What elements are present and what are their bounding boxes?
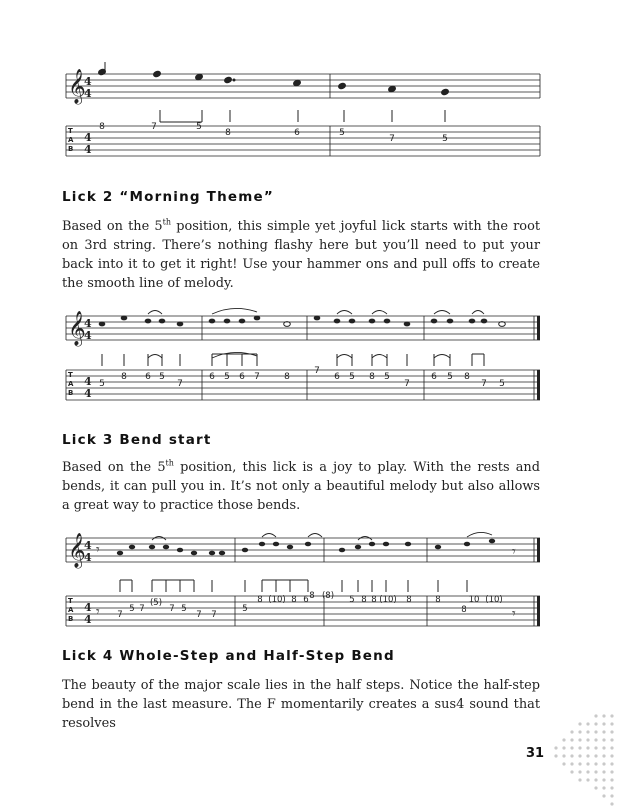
svg-text:𝄾: 𝄾 xyxy=(96,604,100,620)
tab-number: 8 xyxy=(291,595,297,605)
svg-text:A: A xyxy=(68,606,74,614)
tab-number: 8 xyxy=(435,595,441,605)
svg-text:4: 4 xyxy=(84,317,92,330)
tab-number: 8 xyxy=(225,128,231,138)
lick4-paragraph: The beauty of the major scale lies in the half steps. Notice the half-step bend in the last measure. The F momentarily creates a sus4 sound that resolves xyxy=(62,678,540,731)
tab-number: 7 xyxy=(389,134,395,144)
tab-number: 8 xyxy=(284,372,290,382)
svg-text:T: T xyxy=(68,127,73,135)
tab-number: 10 xyxy=(468,595,480,605)
tab-number: 7 xyxy=(139,604,145,614)
lick3-heading: Lick 3 Bend start xyxy=(62,432,212,448)
tab-number: 5 xyxy=(447,372,453,382)
tab-number: 5 xyxy=(499,379,505,389)
tab-number: 5 xyxy=(384,372,390,382)
lick2-heading: Lick 2 “Morning Theme” xyxy=(62,189,274,205)
decorative-dot-pattern xyxy=(546,712,621,810)
tab-number: 8 xyxy=(309,591,315,601)
svg-text:B: B xyxy=(68,145,74,153)
lick3-score-svg xyxy=(62,520,544,632)
tab-number: (10) xyxy=(379,595,397,605)
tab-number: (5) xyxy=(149,598,163,608)
tab-number: 5 xyxy=(349,372,355,382)
svg-text:4: 4 xyxy=(84,601,92,614)
tab-number: 5 xyxy=(99,379,105,389)
svg-text:4: 4 xyxy=(84,613,92,626)
svg-text:4: 4 xyxy=(84,375,92,388)
tab-number: 6 xyxy=(334,372,340,382)
svg-text:𝄞: 𝄞 xyxy=(68,311,86,346)
lick3-paragraph-part: Based on the 5 xyxy=(62,460,166,475)
tab-number: 7 xyxy=(177,379,183,389)
svg-text:4: 4 xyxy=(84,539,92,552)
tab-number: 8 xyxy=(406,595,412,605)
svg-text:T: T xyxy=(68,371,73,379)
svg-text:𝄾: 𝄾 xyxy=(512,606,516,622)
tab-number: 8 xyxy=(369,372,375,382)
tab-number: 8 xyxy=(361,595,367,605)
svg-text:B: B xyxy=(68,615,74,623)
tab-number: (8) xyxy=(321,591,335,601)
lick1-score-svg xyxy=(62,62,544,172)
lick2-paragraph-part: position, this simple yet joyful lick starts with the root on 3rd string. There’s nothing flashy here but you’ll need to put your back into it to get it right! Use your hammer ons and pull offs to create the smooth line of melody. xyxy=(62,219,541,291)
tab-number: 8 xyxy=(257,595,263,605)
tab-number: 6 xyxy=(209,372,215,382)
tab-number: 7 xyxy=(481,379,487,389)
svg-text:4: 4 xyxy=(84,131,92,144)
tab-number: 7 xyxy=(404,379,410,389)
svg-text:4: 4 xyxy=(84,143,92,156)
tab-number: 5 xyxy=(159,372,165,382)
tab-number: 7 xyxy=(196,610,202,620)
lick4-heading: Lick 4 Whole-Step and Half-Step Bend xyxy=(62,648,395,664)
tab-number: 8 xyxy=(371,595,377,605)
tab-number: 8 xyxy=(464,372,470,382)
tab-number: 8 xyxy=(121,372,127,382)
lick2-score-svg xyxy=(62,302,544,410)
tab-number: (10) xyxy=(268,595,286,605)
tab-number: 6 xyxy=(303,595,309,605)
lick3-paragraph xyxy=(62,458,540,515)
page-number: 31 xyxy=(526,746,545,761)
tab-number: 5 xyxy=(224,372,230,382)
tab-number: 8 xyxy=(461,605,467,615)
svg-text:B: B xyxy=(68,389,74,397)
lick3-paragraph-part: position, this lick is a joy to play. With the rests and bends, it can pull you in. It’s not only a beautiful melody but also allows a great way to practice those bends. xyxy=(62,460,540,513)
svg-text:𝄾: 𝄾 xyxy=(96,542,100,558)
tab-number: 7 xyxy=(314,366,320,376)
lick2-paragraph-part: Based on the 5 xyxy=(62,219,163,234)
tab-number: 5 xyxy=(349,595,355,605)
svg-text:4: 4 xyxy=(84,329,92,342)
svg-text:𝄞: 𝄞 xyxy=(68,69,86,104)
tab-number: 7 xyxy=(151,122,157,132)
lick1-notation xyxy=(62,62,544,172)
tab-number: 6 xyxy=(145,372,151,382)
tab-number: 6 xyxy=(239,372,245,382)
lick3-notation xyxy=(62,520,544,632)
svg-text:A: A xyxy=(68,136,74,144)
tab-number: 7 xyxy=(254,372,260,382)
svg-text:𝄞: 𝄞 xyxy=(68,533,86,568)
svg-text:T: T xyxy=(68,597,73,605)
tab-number: 5 xyxy=(242,604,248,614)
tab-number: 6 xyxy=(431,372,437,382)
tab-number: 6 xyxy=(294,128,300,138)
tab-number: 7 xyxy=(117,610,123,620)
tab-number: 5 xyxy=(129,604,135,614)
tab-number: (10) xyxy=(485,595,503,605)
lick2-notation xyxy=(62,302,544,410)
svg-text:4: 4 xyxy=(84,87,92,100)
svg-text:4: 4 xyxy=(84,551,92,564)
tab-number: 7 xyxy=(211,610,217,620)
svg-text:A: A xyxy=(68,380,74,388)
svg-text:𝄾: 𝄾 xyxy=(512,544,516,560)
tab-number: 7 xyxy=(169,604,175,614)
svg-text:4: 4 xyxy=(84,75,92,88)
tab-number: 5 xyxy=(339,128,345,138)
ordinal-suffix: th xyxy=(162,217,171,227)
lick2-paragraph xyxy=(62,217,540,293)
tab-number: 5 xyxy=(442,134,448,144)
tab-number: 5 xyxy=(196,122,202,132)
tab-number: 5 xyxy=(181,604,187,614)
svg-text:4: 4 xyxy=(84,387,92,400)
ordinal-suffix: th xyxy=(165,458,174,468)
tab-number: 8 xyxy=(99,122,105,132)
